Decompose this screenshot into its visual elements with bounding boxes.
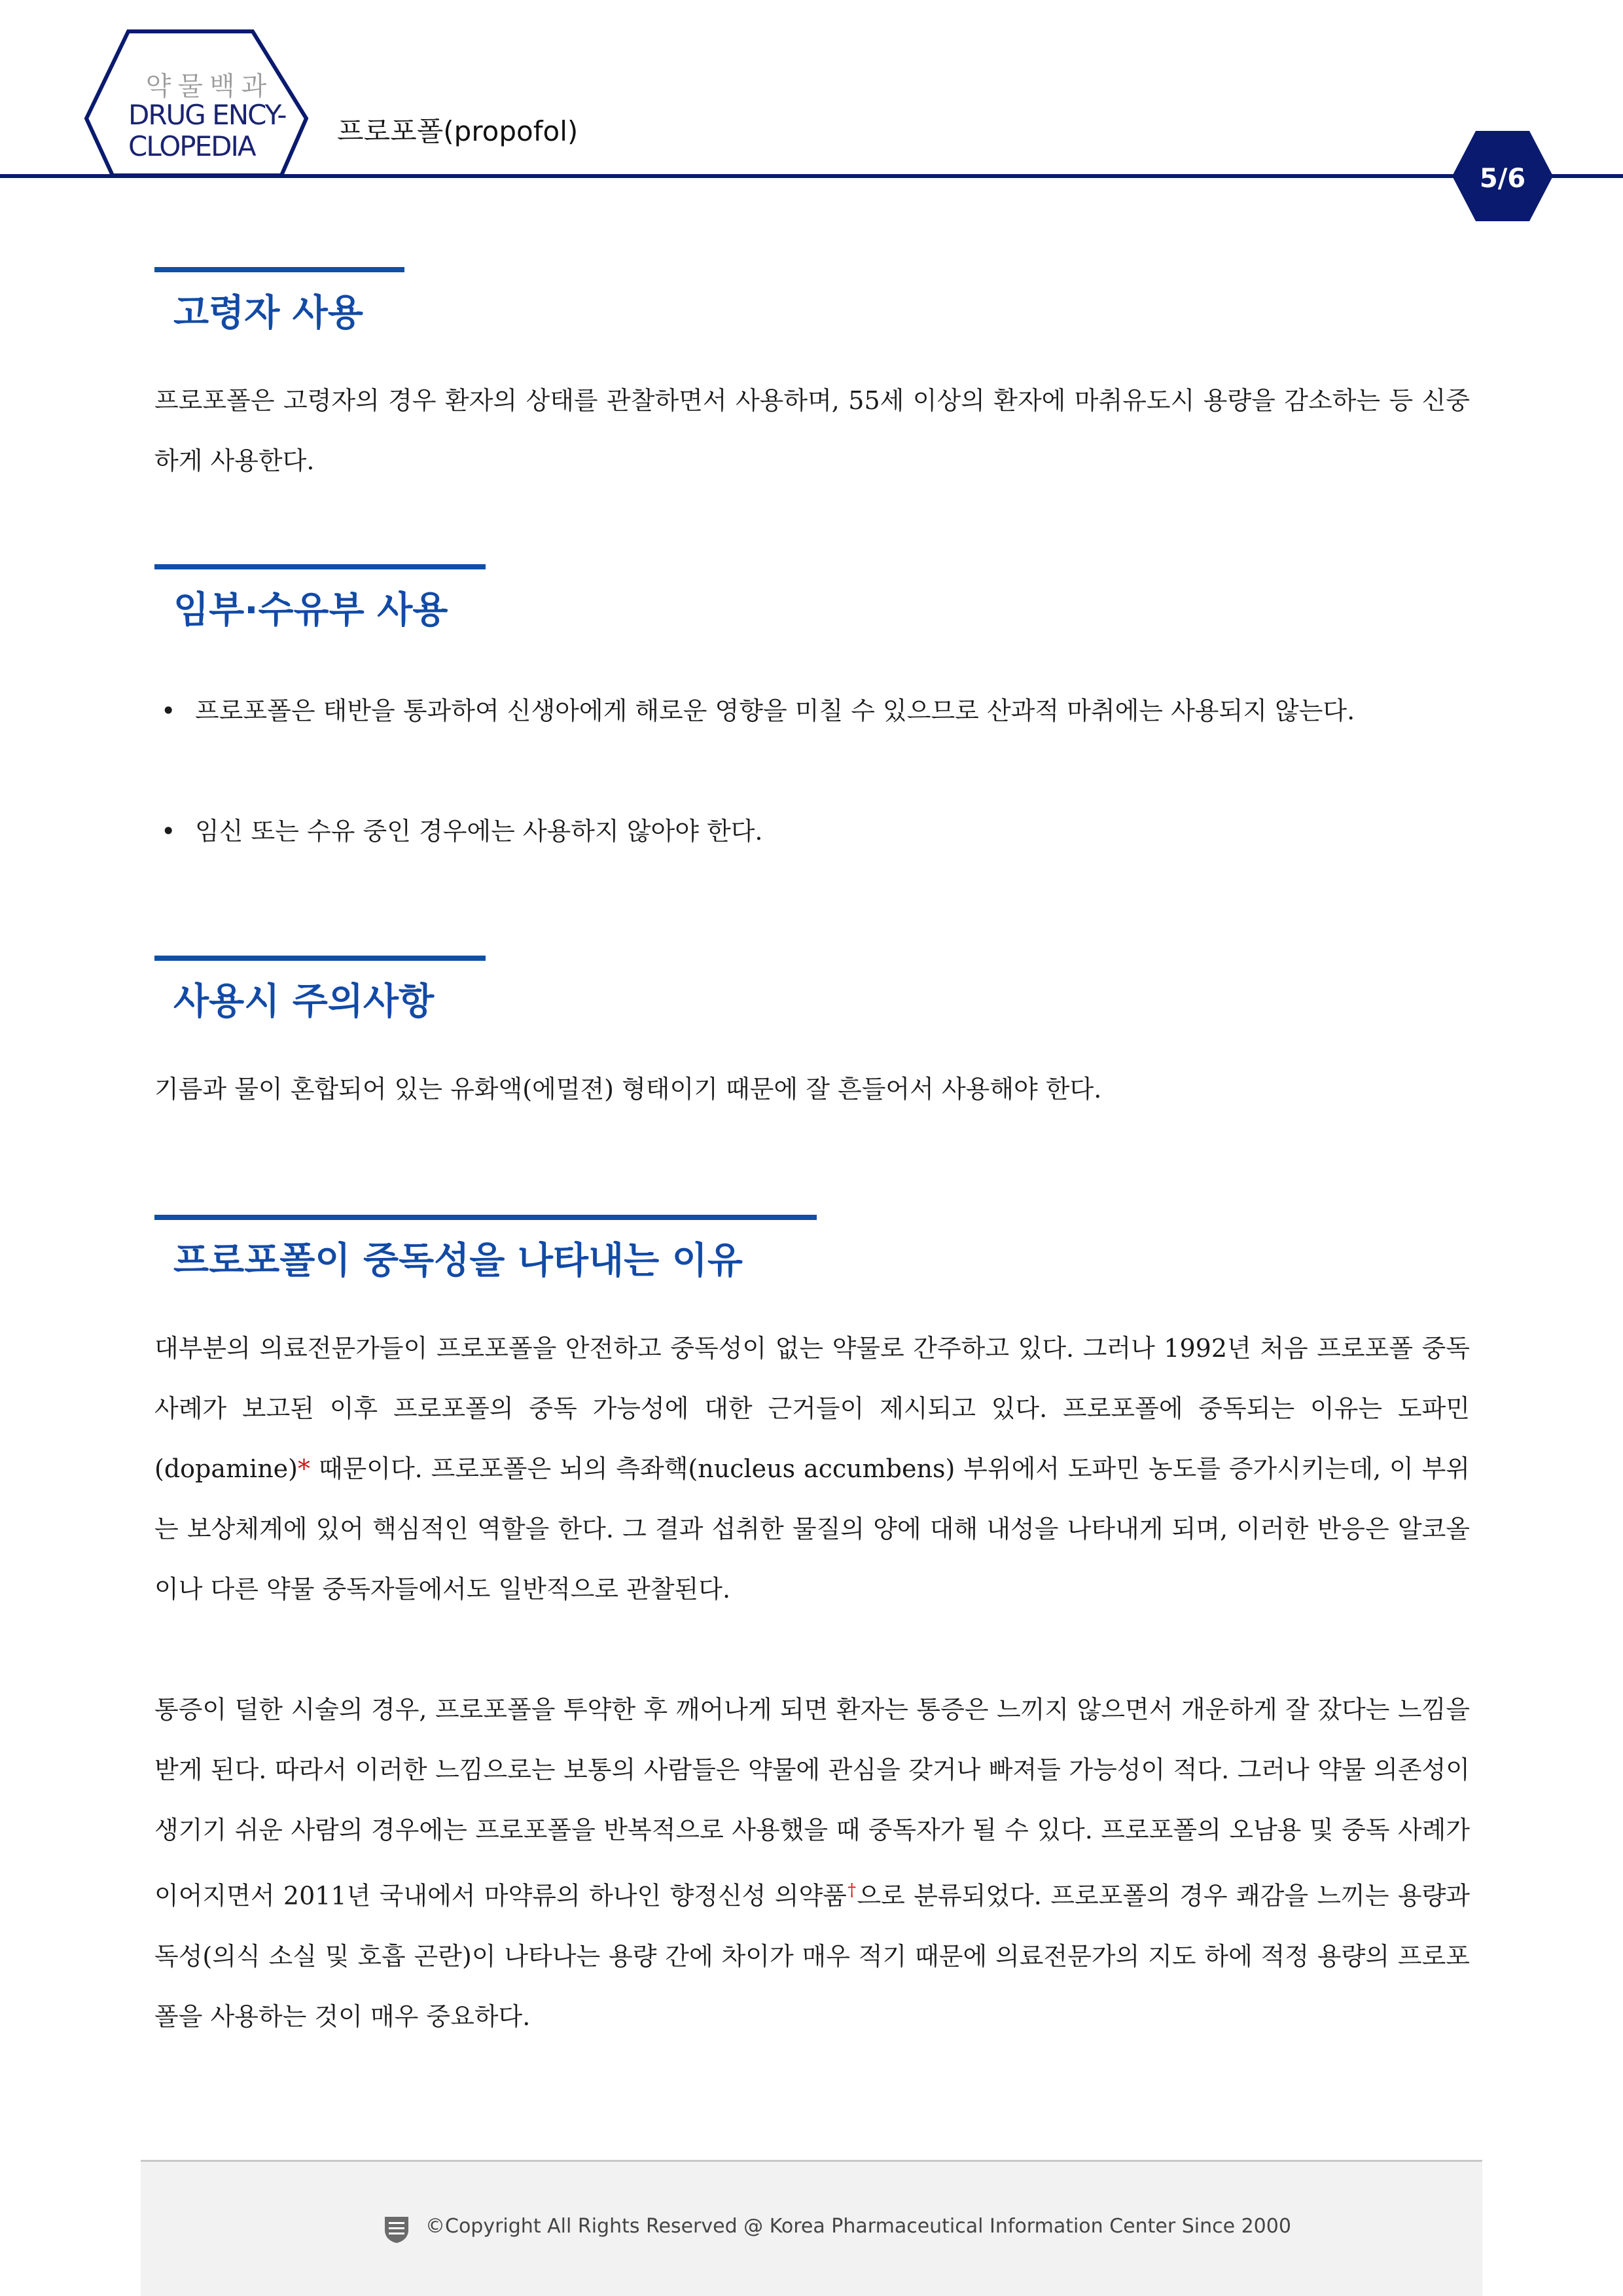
- addiction-paragraph-2: [154, 1679, 1470, 2047]
- paragraph-text: 통증이 덜한 시술의 경우, 프로포폴을 투약한 후 깨어나게 되면 환자는 통증은 느끼지 않으면서 개운하게 잘 잤다는 느낌을 받게 된다. 따라서 이러한 느낌으로는 보통의 사람들은 약물에 관심을 갖거나 빠져들 가능성이 적다. 그러나 약물 의존성이 생기기 쉬운 사람의 경우에는 프로포폴을 반복적으로 사용했을 때 중독자가 될 수 있다. 프로포폴의 오남용 및 중독 사례가 이어지면서 2011년 국내에서 마약류의 하나인 향정신성 의약품: [154, 1695, 1470, 1910]
- bullet-marker: •: [161, 817, 176, 846]
- bullet-item: [154, 801, 1470, 861]
- logo-korean: 약물백과: [145, 71, 274, 101]
- bullet-marker: •: [161, 696, 176, 725]
- section-title-elderly: 고령자 사용: [173, 292, 363, 334]
- paragraph-text: 때문이다. 프로포폴은 뇌의 측좌핵(nucleus accumbens) 부위에서 도파민 농도를 증가시키는데, 이 부위는 보상체계에 있어 핵심적인 역할을 한다. 그 결과 섭취한 물질의 양에 대해 내성을 나타내게 되며, 이러한 반응은 알코올이나 다른 약물 중독자들에서도 일반적으로 관찰된다.: [154, 1454, 1471, 1604]
- bullet-item: [154, 681, 1470, 741]
- addiction-paragraph-1: [154, 1318, 1470, 1619]
- page-number: 5/6: [1479, 164, 1526, 194]
- bullet-text: 임신 또는 수유 중인 경우에는 사용하지 않아야 한다.: [195, 817, 763, 846]
- logo-english: [128, 99, 286, 162]
- section-title-addiction: 프로포폴이 중독성을 나타내는 이유: [173, 1240, 743, 1282]
- section-divider: [154, 267, 404, 272]
- section-divider: [154, 564, 486, 569]
- paragraph-text: 으로 분류되었다. 프로포폴의 경우 쾌감을 느끼는 용량과 독성(의식 소실 및 호흡 곤란)이 나타나는 용량 간에 차이가 매우 적기 때문에 의료전문가의 지도 하에 적정 용량의 프로포폴을 사용하는 것이 매우 중요하다.: [154, 1881, 1471, 2031]
- copyright-text: ©Copyright All Rights Reserved @ Korea Pharmaceutical Information Center Since 2000: [425, 2215, 1291, 2238]
- footnote-mark: †: [846, 1880, 857, 1900]
- section-title-precautions: 사용시 주의사항: [173, 980, 435, 1023]
- header-rule: [0, 174, 1623, 178]
- document-title: 프로포폴(propofol): [337, 115, 579, 147]
- footer-rule: [141, 2160, 1482, 2162]
- section-divider: [154, 1215, 817, 1220]
- paragraph-text: 대부분의 의료전문가들이 프로포폴을 안전하고 중독성이 없는 약물로 간주하고 있다. 그러나 1992년 처음 프로포폴 중독 사례가 보고된 이후 프로포폴의 중독 가능성에 대한 근거들이 제시되고 있다. 프로포폴에 중독되는 이유는 도파민(dopamine): [154, 1334, 1470, 1483]
- section-divider: [154, 956, 486, 961]
- logo-english-line2: CLOPEDIA: [128, 130, 255, 162]
- bullet-text: 프로포폴은 태반을 통과하여 신생아에게 해로운 영향을 미칠 수 있으므로 산과적 마취에는 사용되지 않는다.: [195, 696, 1355, 725]
- kpic-emblem-icon: [383, 2214, 410, 2244]
- section-title-pregnancy: 임부·수유부 사용: [173, 589, 448, 632]
- section-body-precautions: 기름과 물이 혼합되어 있는 유화액(에멀젼) 형태이기 때문에 잘 흔들어서 사용해야 한다.: [154, 1075, 1102, 1103]
- footnote-mark: *: [297, 1454, 310, 1483]
- section-body-elderly: 프로포폴은 고령자의 경우 환자의 상태를 관찰하면서 사용하며, 55세 이상의 환자에 마취유도시 용량을 감소하는 등 신중하게 사용한다.: [154, 386, 1470, 475]
- logo-english-line1: DRUG ENCY-: [128, 99, 286, 131]
